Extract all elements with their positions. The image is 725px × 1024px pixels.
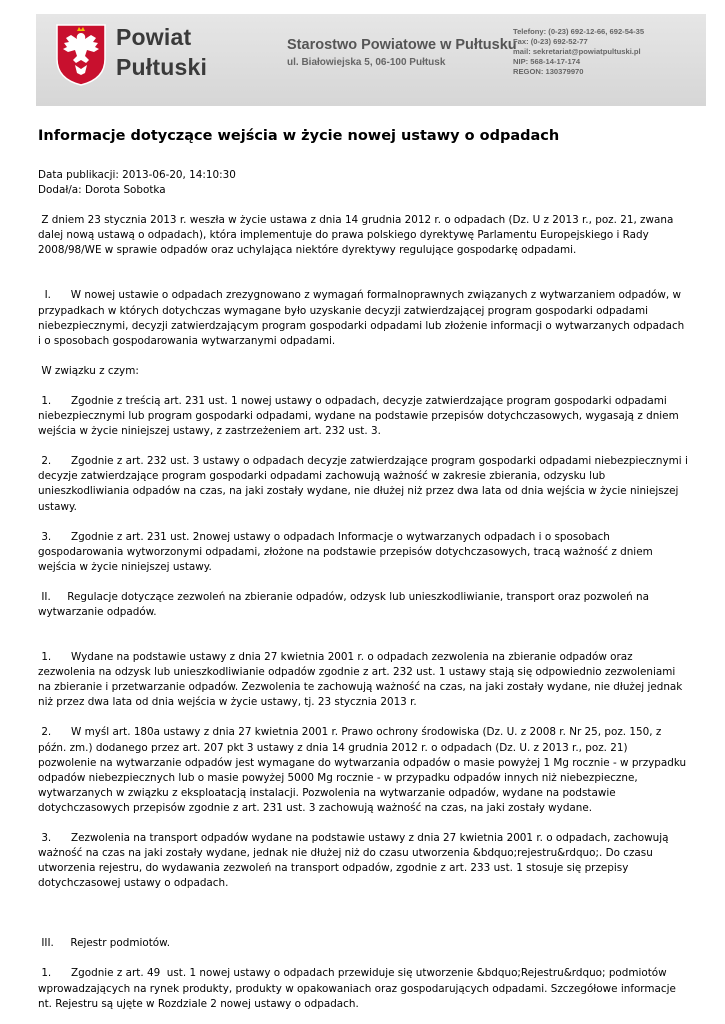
author: Dodał/a: Dorota Sobotka [38,184,166,197]
list-item: 2. W myśl art. 180a ustawy z dnia 27 kwietnia 2001 r. Prawo ochrony środowiska (Dz. U. z 2008 r. Nr 25, poz. 150, z późn. zm.) dodanego przez art. 207 pkt 3 ustawy z dnia 14 grudnia 2012 r. o odpadach (Dz. U. z 2013 r., poz. 21) pozwolenie na wytwarzanie odpadów jest wymagane do wytwarzania odpadów o masie powyżej 1 Mg rocznie - w przypadku odpadów niebezpiecznych lub o masie powyżej 5000 Mg rocznie - w przypadku odpadów innych niż niebezpieczne, wytwarzanych w związku z eksploatacją instalacji. Pozwolenia na wytwarzanie odpadów, wydane na podstawie dotychczasowych przepisów zgodnie z art. 231 ust. 3 zachowują ważność na czas, na jaki zostały wydane. [38,726,690,814]
brand-name-line2: Pułtuski [116,54,208,80]
office-name: Starostwo Powiatowe w Pułtusku [287,37,517,53]
coat-of-arms-icon [55,23,107,87]
section-1-number: I. [38,289,71,302]
list-item: 2. Zgodnie z art. 232 ust. 3 ustawy o odpadach decyzje zatwierdzające program gospodarki odpadami niebezpiecznymi i decyzje zatwierdzające program gospodarki odpadami zachowują ważność w zakresie zbierania, odzysku lub unieszkodliwiania odpadów na czas, na jaki zostały wydane, nie dłużej niż przez dwa lata od dnia wejścia w życie niniejszej ustawy. [38,455,692,513]
list-item: 1. Wydane na podstawie ustawy z dnia 27 kwietnia 2001 r. o odpadach zezwolenia na zbieranie odpadów oraz zezwolenia na odzysk lub unieszkodliwianie odpadów zgodnie z art. 232 ust. 1 ustawy stają się odpowiednio zezwoleniami na zbieranie i przetwarzanie odpadów. Zezwolenia te zachowują ważność na czas, na jaki zostały wydane, nie dłużej jednak niż przez dwa lata od dnia wejścia w życie ustawy, tj. 23 stycznia 2013 r. [38,651,686,709]
contact-phone: Telefony: (0-23) 692-12-66, 692-54-35 [513,27,645,36]
article-body [38,168,692,1012]
contact-regon: REGON: 130379970 [513,67,584,76]
in-connection-label: W związku z czym: [38,364,139,377]
contact-email: mail: sekretariat@powiatpultuski.pl [513,47,641,56]
contact-block [513,27,644,77]
list-item: 3. Zezwolenia na transport odpadów wydane na podstawie ustawy z dnia 27 kwietnia 2001 r. o odpadach, zachowują ważność na czas na jaki zostały wydane, jednak nie dłużej niż do czasu utworzenia &bdquo;rejestru&rdquo;. Do czasu utworzenia rejestru, do wydawania zezwoleń na transport odpadów, zgodnie z art. 233 ust. 1 stosuje się przepisy dotychczasowej ustawy o odpadach. [38,832,672,890]
section-2-heading: II. Regulacje dotyczące zezwoleń na zbieranie odpadów, odzysk lub unieszkodliwianie, transport oraz pozwoleń na wytwarzanie odpadów. [38,590,653,618]
publication-date: Data publikacji: 2013-06-20, 14:10:30 [38,169,236,181]
contact-fax: Fax: (0-23) 692-52-77 [513,37,588,46]
list-item: 3. Zgodnie z art. 231 ust. 2nowej ustawy o odpadach Informacje o wytwarzanych odpadach i o sposobach gospodarowania wytworzonymi odpadami, złożone na podstawie przepisów dotychczasowych, tracą ważność z dniem wejścia w życie niniejszej ustawy. [38,530,657,573]
section-1-text: W nowej ustawie o odpadach zrezygnowano z wymagań formalnoprawnych związanych z wytwarzaniem odpadów, w przypadkach w których dotychczas wymagane było uzyskanie decyzji zatwierdzającej program gospodarki odpadami niebezpiecznymi, decyzji zatwierdzającym program gospodarki odpadami lub złożenie informacji o wytwarzanych odpadach i o sposobach gospodarowania wytwarzanymi odpadami. [38,289,688,347]
intro-paragraph: Z dniem 23 stycznia 2013 r. weszła w życie ustawa z dnia 14 grudnia 2012 r. o odpadach (Dz. U z 2013 r., poz. 21, zwana dalej nową ustawą o odpadach), która implementuje do prawa polskiego dyrektywę Parlamentu Europejskiego i Rady 2008/98/WE w sprawie odpadów oraz uchylająca niektóre dyrektywy regulujące gospodarkę odpadami. [38,214,677,257]
article-title: Informacje dotyczące wejścia w życie nowej ustawy o odpadach [38,128,560,144]
section-1-heading [38,288,688,348]
brand-name-line1: Powiat [116,24,192,50]
list-item: 1. Zgodnie z art. 49 ust. 1 nowej ustawy o odpadach przewiduje się utworzenie &bdquo;Rejestru&rdquo; podmiotów wprowadzających na rynek produkty, produkty w opakowaniach oraz gospodarujących odpadami. Szczegółowe informacje nt. Rejestru są ujęte w Rozdziale 2 nowej ustawy o odpadach. [38,967,680,1010]
header-banner [36,14,706,106]
section-3-heading: III. Rejestr podmiotów. [38,937,171,950]
office-address: ul. Białowiejska 5, 06-100 Pułtusk [287,57,446,68]
contact-nip: NIP: 568-14-17-174 [513,57,581,66]
list-item: 1. Zgodnie z treścią art. 231 ust. 1 nowej ustawy o odpadach, decyzje zatwierdzające program gospodarki odpadami niebezpiecznymi lub program gospodarki odpadami, wydane na podstawie przepisów dotychczasowych, wygasają z dniem wejścia w życie niniejszej ustawy, z zastrzeżeniem art. 232 ust. 3. [38,394,683,438]
